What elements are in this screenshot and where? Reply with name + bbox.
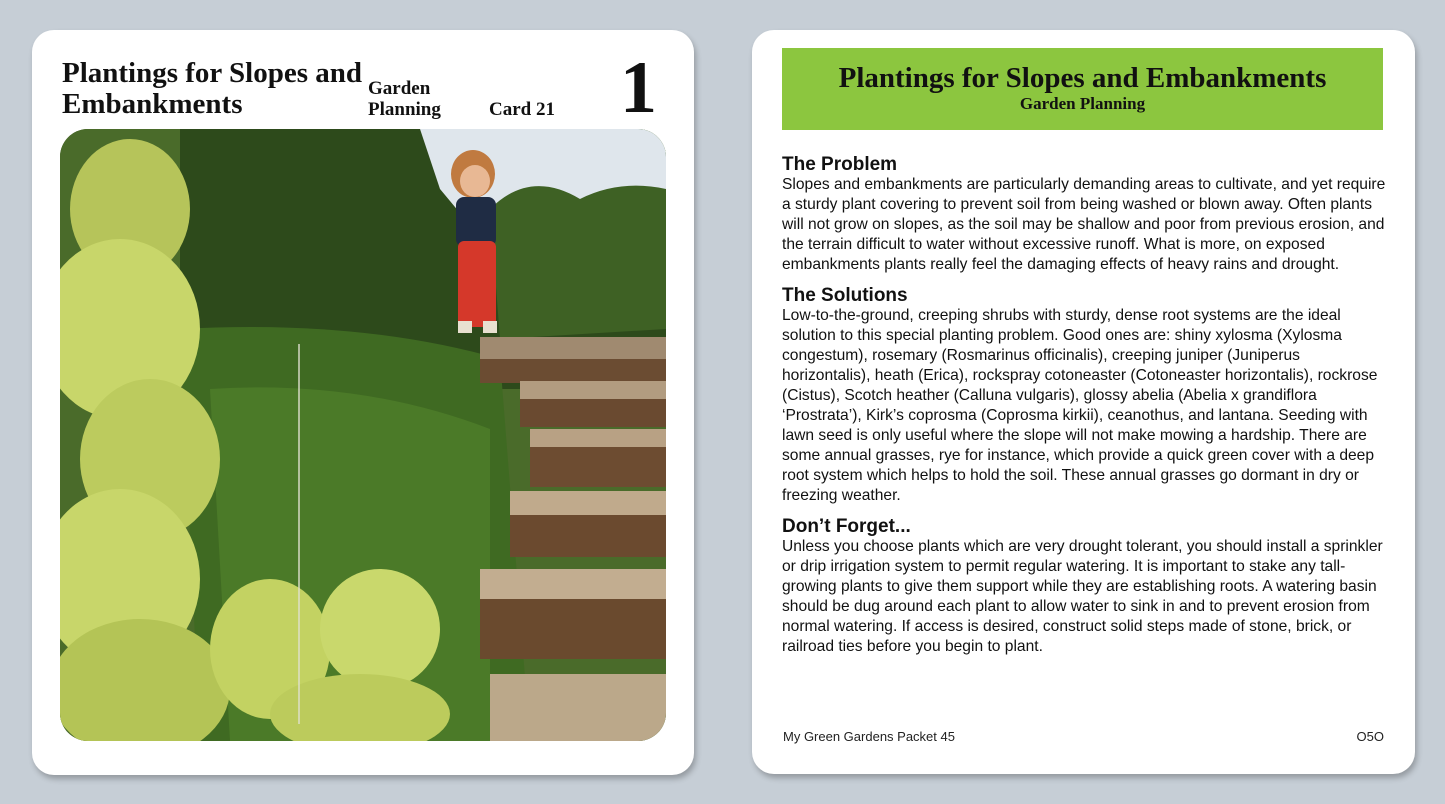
front-card [32, 30, 694, 775]
front-card-category: Garden Planning [368, 78, 441, 120]
back-card [752, 30, 1415, 774]
front-card-title: Plantings for Slopes and Embankments [62, 57, 363, 120]
garden-steps-photo [60, 129, 666, 741]
dont-forget-section [782, 516, 1387, 657]
title-banner [782, 48, 1383, 130]
dont-forget-heading: Don’t Forget... [782, 516, 911, 537]
problem-section [782, 154, 1387, 275]
banner-title: Plantings for Slopes and Embankments [838, 62, 1327, 94]
solutions-heading: The Solutions [782, 285, 908, 306]
front-card-big-number: 1 [620, 47, 657, 129]
solutions-text: Low-to-the-ground, creeping shrubs with sturdy, dense root systems are the ideal solution to this special planting problem. Good ones are: shiny xylosma (Xylosma congestum), rosemary (Rosmarinus officinalis), creeping juniper (Juniperus horizontalis), heath (Erica), rockspray cotoneaster (Cotoneaster horizontalis), rockrose (Cistus), Scotch heather (Calluna vulgaris), glossy abelia (Abelia x grandiflora ‘Prostrata’), Kirk’s coprosma (Coprosma kirkii), ceanothus, and lantana. Seeding with lawn seed is only useful where the slope will not make mowing a hardship. There are some annual grasses, rye for instance, which provide a quick green cover with a deep root system which helps to hold the soil. These annual grasses go dormant in dry or freezing weather. [782, 307, 1378, 504]
problem-text: Slopes and embankments are particularly demanding areas to cultivate, and yet require a sturdy plant covering to prevent soil from being washed or blown away. Often plants will not grow on slopes, as the soil may be shallow and poor from previous erosion, and the terrain difficult to water without excessive runoff. What is more, on exposed embankments plants really feel the damaging effects of heavy rains and drought. [782, 176, 1386, 273]
card-content [782, 154, 1387, 667]
front-card-number-label: Card 21 [489, 99, 555, 120]
problem-heading: The Problem [782, 154, 898, 175]
card-code: O5O [1356, 729, 1384, 744]
banner-subtitle: Garden Planning [1019, 94, 1146, 113]
solutions-section [782, 285, 1387, 506]
packet-label: My Green Gardens Packet 45 [783, 729, 955, 744]
dont-forget-text: Unless you choose plants which are very drought tolerant, you should install a sprinkler or drip irrigation system to permit regular watering. It is important to stake any tall-growing plants to give them support while they are establishing roots. A watering basin should be dug around each plant to allow water to sink in and to prevent erosion from normal watering. If access is desired, construct solid steps made of stone, brick, or railroad ties before you begin to plant. [782, 538, 1383, 655]
